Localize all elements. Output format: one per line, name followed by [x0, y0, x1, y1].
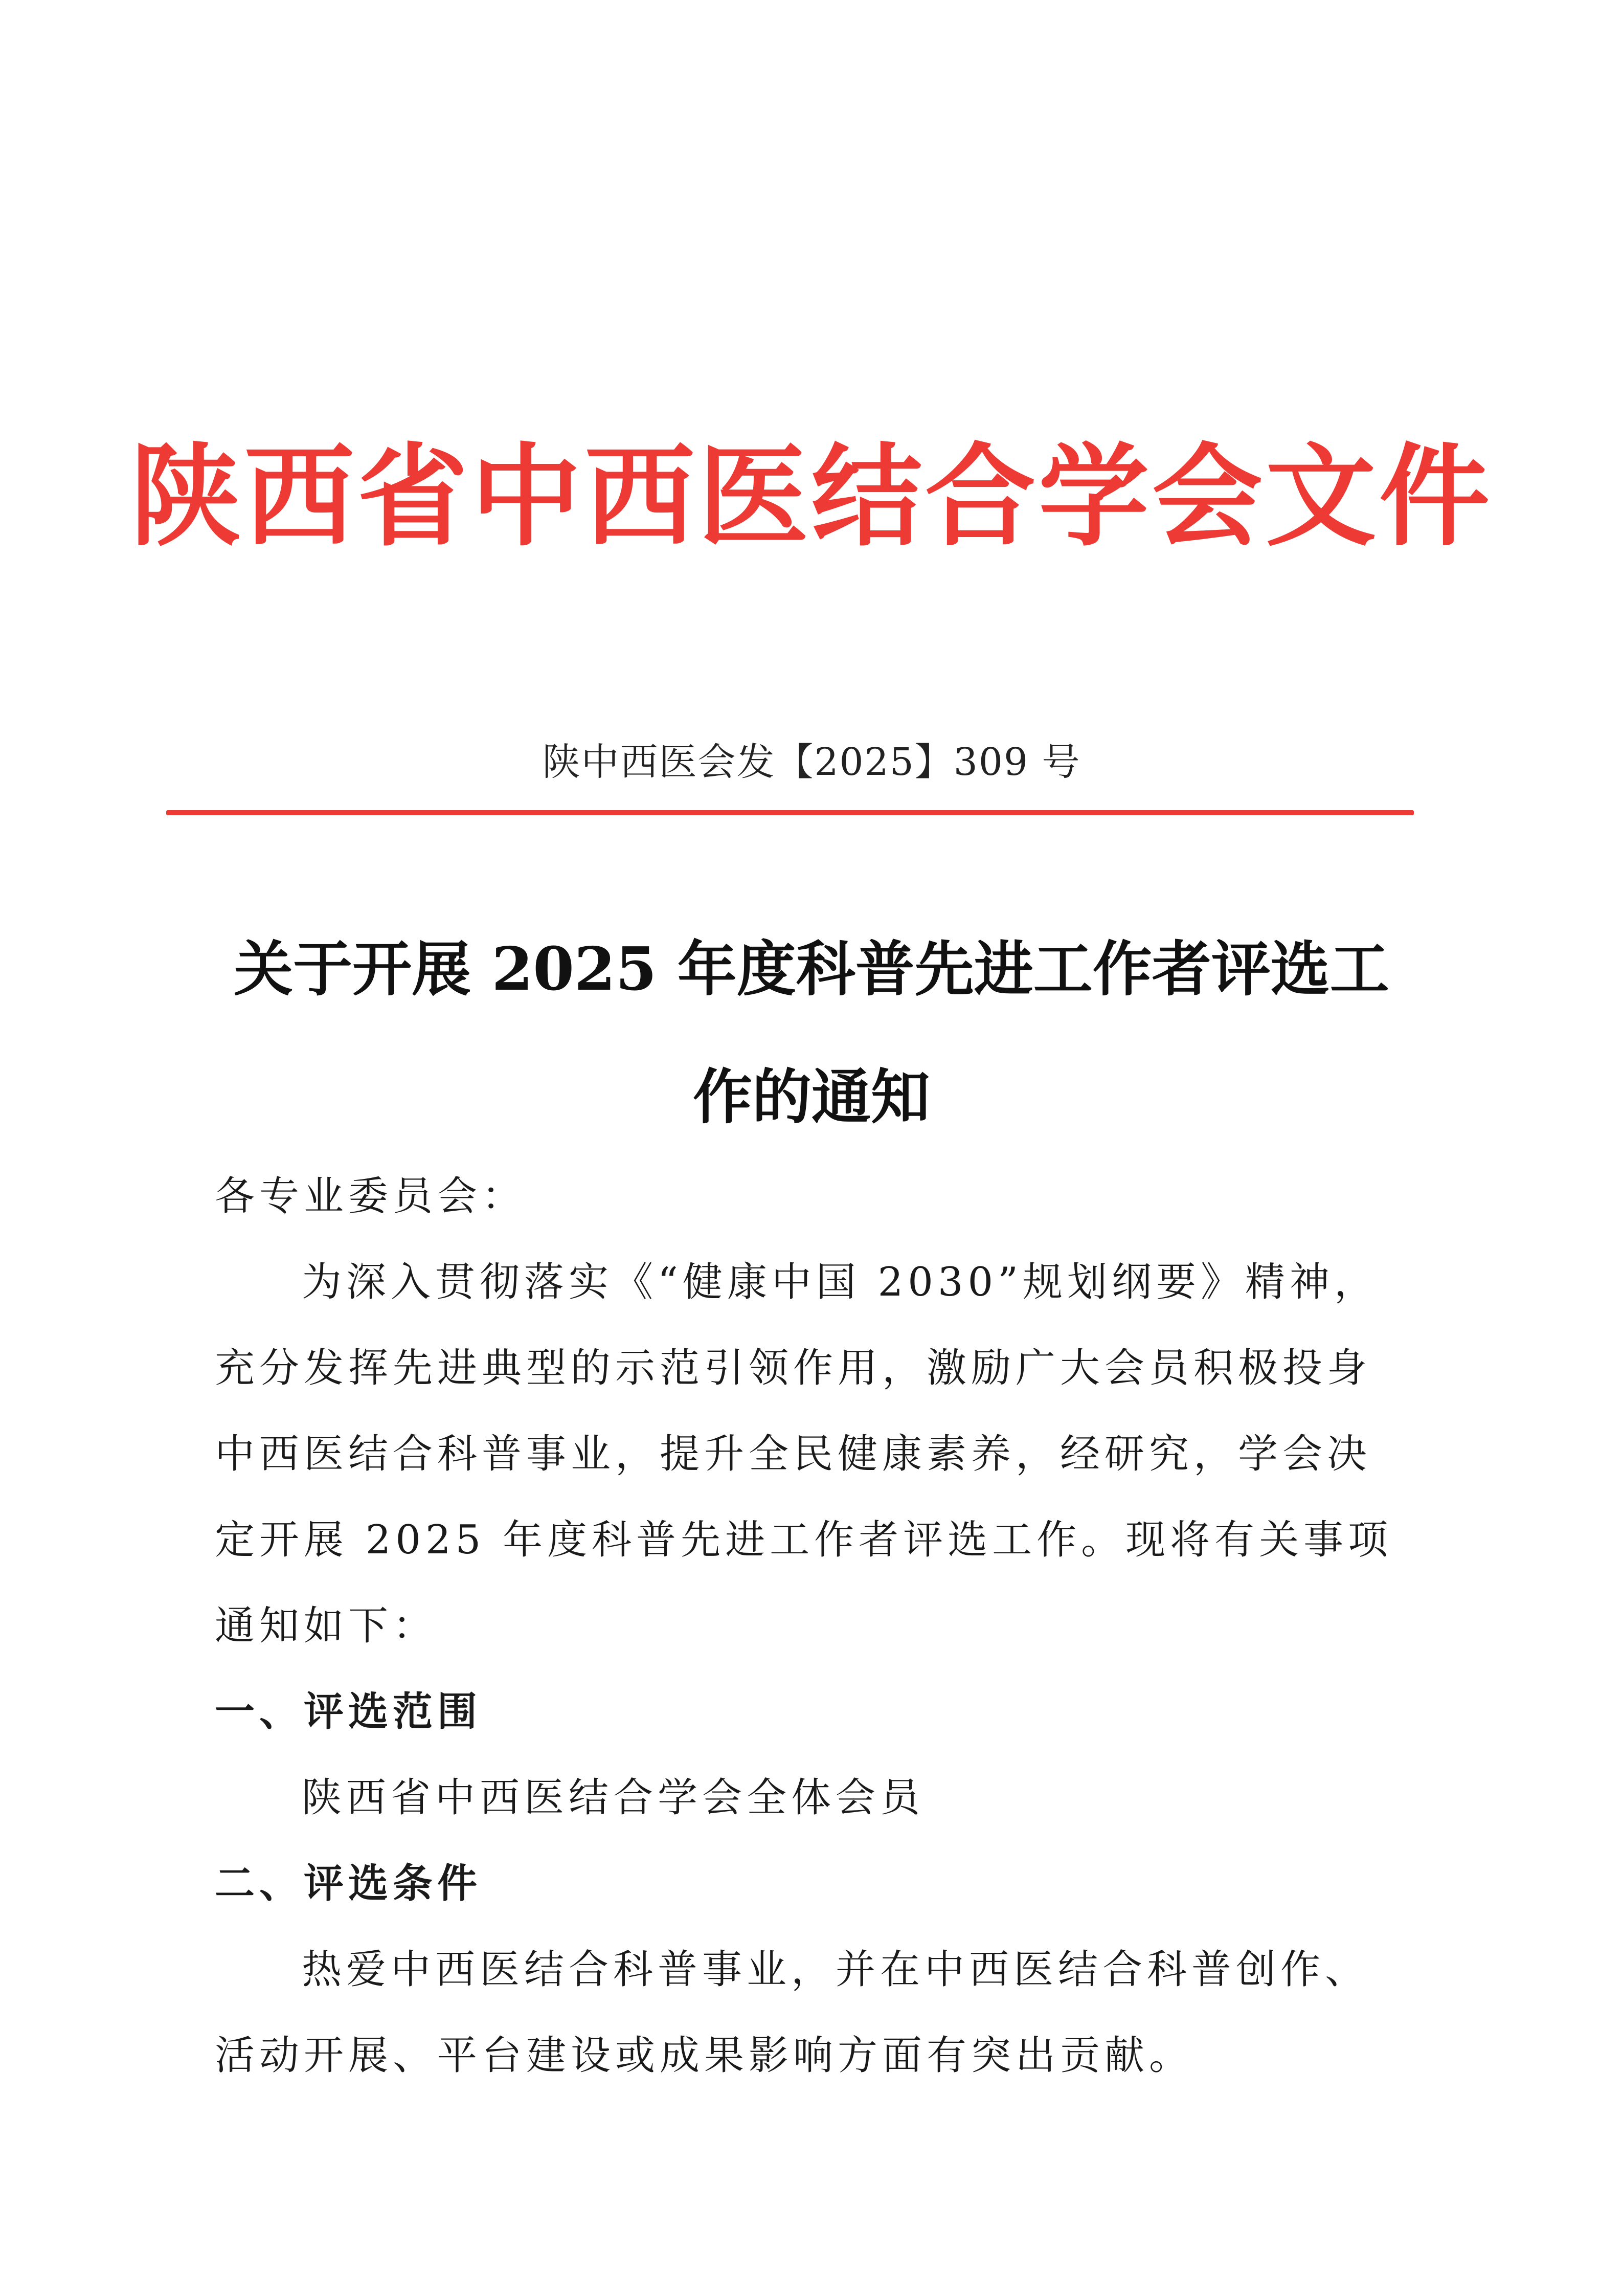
section-heading-scope: 一、评选范围 [215, 1688, 482, 1735]
notice-body [215, 1153, 1408, 2099]
section-heading-criteria: 二、评选条件 [215, 1860, 482, 1907]
red-divider-line [166, 810, 1414, 815]
section-text-criteria: 热爱中西医结合科普事业，并在中西医结合科普创作、活动开展、平台建设或成果影响方面有突出贡献。 [215, 1947, 1370, 2079]
notice-title: 关于开展 2025 年度科普先进工作者评选工作的通知 [234, 934, 1389, 1132]
salutation: 各专业委员会： [215, 1173, 527, 1219]
section-text-scope: 陕西省中西医结合学会全体会员 [302, 1775, 925, 1821]
intro-paragraph: 为深入贯彻落实《“健康中国 2030”规划纲要》精神，充分发挥先进典型的示范引领作用，激励广大会员积极投身中西医结合科普事业，提升全民健康素养，经研究，学会决定开展 2025 年度科普先进工作者评选工作。现将有关事项通知如下： [215, 1259, 1393, 1649]
masthead-title: 陕西省中西医结合学会文件 [130, 431, 1493, 561]
document-number: 陕中西医会发【2025】309 号 [542, 740, 1081, 784]
